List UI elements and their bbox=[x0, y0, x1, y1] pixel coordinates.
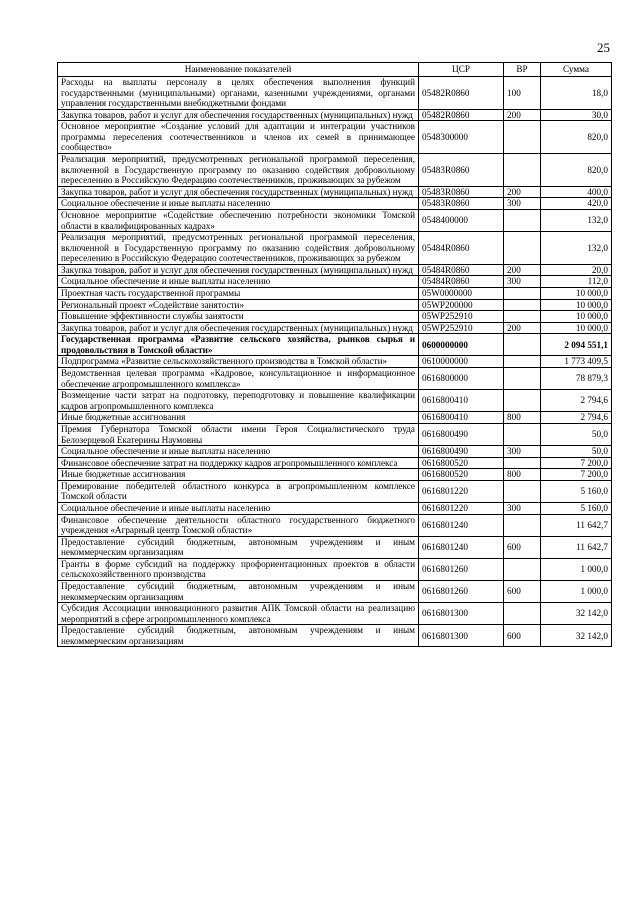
row-sum-cell: 11 642,7 bbox=[541, 536, 612, 558]
row-sum-cell: 50,0 bbox=[541, 423, 612, 445]
row-csr-cell: 05484R0860 bbox=[419, 264, 504, 276]
table-row bbox=[58, 311, 612, 323]
table-row bbox=[58, 502, 612, 514]
row-vr-cell bbox=[504, 232, 541, 265]
row-vr-cell bbox=[504, 287, 541, 299]
table-row bbox=[58, 368, 612, 390]
row-csr-cell: 0616800520 bbox=[419, 457, 504, 469]
row-vr-cell: 200 bbox=[504, 264, 541, 276]
row-name-cell: Реализация мероприятий, предусмотренных региональной программой переселения, включенной в Государственную программу по оказанию содействия добровольному переселению в Российскую Федерацию соотечественников, проживающих за рубежом bbox=[58, 232, 419, 265]
row-csr-cell: 0616801300 bbox=[419, 603, 504, 625]
row-csr-cell: 05WP200000 bbox=[419, 299, 504, 311]
row-name-cell: Повышение эффективности службы занятости bbox=[58, 311, 419, 323]
row-vr-cell bbox=[504, 390, 541, 412]
row-name-cell: Финансовое обеспечение затрат на поддержку кадров агропромышленного комплекса bbox=[58, 457, 419, 469]
row-name-cell: Финансовое обеспечение деятельности областного государственного бюджетного учреждения «Аграрный центр Томской области» bbox=[58, 514, 419, 536]
row-csr-cell: 0616801260 bbox=[419, 558, 504, 580]
row-vr-cell: 100 bbox=[504, 77, 541, 110]
table-row bbox=[58, 121, 612, 154]
table-row bbox=[58, 322, 612, 334]
table-row bbox=[58, 390, 612, 412]
row-vr-cell bbox=[504, 154, 541, 187]
row-csr-cell: 0610000000 bbox=[419, 356, 504, 368]
budget-table bbox=[57, 62, 612, 647]
row-name-cell: Основное мероприятие «Содействие обеспечению потребности экономики Томской области в квалифицированных кадрах» bbox=[58, 209, 419, 231]
table-row bbox=[58, 480, 612, 502]
row-csr-cell: 0616800520 bbox=[419, 469, 504, 481]
row-sum-cell: 1 000,0 bbox=[541, 581, 612, 603]
row-csr-cell: 0616801260 bbox=[419, 581, 504, 603]
row-vr-cell bbox=[504, 209, 541, 231]
row-name-cell: Реализация мероприятий, предусмотренных региональной программой переселения, включенной в Государственную программу по оказанию содействия добровольному переселению в Российскую Федерацию соотечественников, проживающих за рубежом bbox=[58, 154, 419, 187]
row-name-cell: Региональный проект «Содействие занятости» bbox=[58, 299, 419, 311]
row-name-cell: Субсидия Ассоциации инновационного развития АПК Томской области на реализацию мероприятий в сфере агропромышленного комплекса bbox=[58, 603, 419, 625]
row-vr-cell: 200 bbox=[504, 186, 541, 198]
row-name-cell: Социальное обеспечение и иные выплаты населению bbox=[58, 198, 419, 210]
row-name-cell: Расходы на выплаты персоналу в целях обеспечения выполнения функций государственными (муниципальными) органами, казенными учреждениями, органами управления государственными внебюджетными фондами bbox=[58, 77, 419, 110]
row-vr-cell bbox=[504, 514, 541, 536]
row-vr-cell: 200 bbox=[504, 109, 541, 121]
row-name-cell: Подпрограмма «Развитие сельскохозяйственного производства в Томской области» bbox=[58, 356, 419, 368]
row-csr-cell: 0548400000 bbox=[419, 209, 504, 231]
row-csr-cell: 0616800490 bbox=[419, 423, 504, 445]
row-name-cell: Государственная программа «Развитие сельского хозяйства, рынков сырья и продовольствия в Томской области» bbox=[58, 334, 419, 356]
row-vr-cell bbox=[504, 334, 541, 356]
row-sum-cell: 7 200,0 bbox=[541, 457, 612, 469]
row-sum-cell: 30,0 bbox=[541, 109, 612, 121]
table-row bbox=[58, 457, 612, 469]
row-name-cell: Закупка товаров, работ и услуг для обеспечения государственных (муниципальных) нужд bbox=[58, 186, 419, 198]
row-vr-cell bbox=[504, 121, 541, 154]
row-name-cell: Основное мероприятие «Создание условий для адаптации и интеграции участников программы переселения соотечественников и членов их семей в принимающее сообщество» bbox=[58, 121, 419, 154]
row-sum-cell: 1 000,0 bbox=[541, 558, 612, 580]
row-name-cell: Закупка товаров, работ и услуг для обеспечения государственных (муниципальных) нужд bbox=[58, 264, 419, 276]
row-name-cell: Премия Губернатора Томской области имени Героя Социалистического труда Белозерцевой Екатерины Наумовны bbox=[58, 423, 419, 445]
row-sum-cell: 11 642,7 bbox=[541, 514, 612, 536]
table-header-row bbox=[58, 63, 612, 77]
row-name-cell: Иные бюджетные ассигнования bbox=[58, 469, 419, 481]
row-sum-cell: 7 200,0 bbox=[541, 469, 612, 481]
row-csr-cell: 05483R0860 bbox=[419, 198, 504, 210]
row-csr-cell: 05482R0860 bbox=[419, 109, 504, 121]
row-sum-cell: 10 000,0 bbox=[541, 311, 612, 323]
row-csr-cell: 0616801220 bbox=[419, 502, 504, 514]
row-sum-cell: 10 000,0 bbox=[541, 287, 612, 299]
row-sum-cell: 5 160,0 bbox=[541, 502, 612, 514]
row-vr-cell bbox=[504, 311, 541, 323]
table-row bbox=[58, 446, 612, 458]
table-body bbox=[58, 77, 612, 647]
table-row bbox=[58, 469, 612, 481]
page-number: 25 bbox=[597, 40, 610, 55]
table-row bbox=[58, 625, 612, 647]
row-vr-cell bbox=[504, 603, 541, 625]
table-row bbox=[58, 198, 612, 210]
table-row bbox=[58, 287, 612, 299]
table-row bbox=[58, 232, 612, 265]
row-sum-cell: 132,0 bbox=[541, 232, 612, 265]
row-vr-cell: 600 bbox=[504, 625, 541, 647]
row-name-cell: Социальное обеспечение и иные выплаты населению bbox=[58, 446, 419, 458]
row-csr-cell: 0616801300 bbox=[419, 625, 504, 647]
row-csr-cell: 0616800410 bbox=[419, 412, 504, 424]
row-vr-cell bbox=[504, 356, 541, 368]
row-vr-cell: 300 bbox=[504, 198, 541, 210]
row-csr-cell: 05484R0860 bbox=[419, 276, 504, 288]
row-sum-cell: 420,0 bbox=[541, 198, 612, 210]
row-name-cell: Возмещение части затрат на подготовку, переподготовку и повышение квалификации кадров агропромышленного комплекса bbox=[58, 390, 419, 412]
row-csr-cell: 0616801220 bbox=[419, 480, 504, 502]
row-sum-cell: 820,0 bbox=[541, 121, 612, 154]
row-sum-cell: 2 794,6 bbox=[541, 412, 612, 424]
row-vr-cell bbox=[504, 423, 541, 445]
row-vr-cell bbox=[504, 558, 541, 580]
row-name-cell: Иные бюджетные ассигнования bbox=[58, 412, 419, 424]
row-vr-cell bbox=[504, 480, 541, 502]
table-row bbox=[58, 299, 612, 311]
row-csr-cell: 05482R0860 bbox=[419, 77, 504, 110]
table-row bbox=[58, 423, 612, 445]
row-sum-cell: 32 142,0 bbox=[541, 625, 612, 647]
row-vr-cell: 600 bbox=[504, 581, 541, 603]
row-name-cell: Предоставление субсидий бюджетным, автономным учреждениям и иным некоммерческим организациям bbox=[58, 625, 419, 647]
table-row bbox=[58, 209, 612, 231]
row-csr-cell: 0616800410 bbox=[419, 390, 504, 412]
table-row bbox=[58, 536, 612, 558]
row-name-cell: Социальное обеспечение и иные выплаты населению bbox=[58, 502, 419, 514]
row-sum-cell: 112,0 bbox=[541, 276, 612, 288]
row-csr-cell: 0548300000 bbox=[419, 121, 504, 154]
row-vr-cell: 300 bbox=[504, 502, 541, 514]
row-vr-cell: 300 bbox=[504, 446, 541, 458]
row-sum-cell: 5 160,0 bbox=[541, 480, 612, 502]
row-csr-cell: 0616801240 bbox=[419, 536, 504, 558]
row-sum-cell: 18,0 bbox=[541, 77, 612, 110]
table-row bbox=[58, 356, 612, 368]
row-csr-cell: 0616800490 bbox=[419, 446, 504, 458]
row-vr-cell: 200 bbox=[504, 322, 541, 334]
table-row bbox=[58, 581, 612, 603]
header-sum: Сумма bbox=[541, 63, 612, 77]
table-row bbox=[58, 558, 612, 580]
row-name-cell: Социальное обеспечение и иные выплаты населению bbox=[58, 276, 419, 288]
row-vr-cell bbox=[504, 368, 541, 390]
table-row bbox=[58, 186, 612, 198]
row-sum-cell: 1 773 409,5 bbox=[541, 356, 612, 368]
table-row bbox=[58, 264, 612, 276]
row-csr-cell: 05W0000000 bbox=[419, 287, 504, 299]
row-name-cell: Гранты в форме субсидий на поддержку профориентационных проектов в области сельскохозяйственного производства bbox=[58, 558, 419, 580]
row-name-cell: Предоставление субсидий бюджетным, автономным учреждениям и иным некоммерческим организациям bbox=[58, 581, 419, 603]
row-vr-cell: 600 bbox=[504, 536, 541, 558]
row-vr-cell bbox=[504, 299, 541, 311]
row-vr-cell: 800 bbox=[504, 412, 541, 424]
table-row bbox=[58, 514, 612, 536]
table-row bbox=[58, 154, 612, 187]
row-vr-cell bbox=[504, 457, 541, 469]
row-csr-cell: 05483R0860 bbox=[419, 186, 504, 198]
row-sum-cell: 20,0 bbox=[541, 264, 612, 276]
row-sum-cell: 2 794,6 bbox=[541, 390, 612, 412]
row-name-cell: Закупка товаров, работ и услуг для обеспечения государственных (муниципальных) нужд bbox=[58, 109, 419, 121]
table-row bbox=[58, 276, 612, 288]
row-csr-cell: 0616800000 bbox=[419, 368, 504, 390]
row-csr-cell: 05WP252910 bbox=[419, 311, 504, 323]
row-sum-cell: 50,0 bbox=[541, 446, 612, 458]
row-name-cell: Ведомственная целевая программа «Кадровое, консультационное и информационное обеспечение агропромышленного комплекса» bbox=[58, 368, 419, 390]
row-name-cell: Премирование победителей областного конкурса в агропромышленном комплексе Томской области bbox=[58, 480, 419, 502]
row-sum-cell: 78 879,3 bbox=[541, 368, 612, 390]
header-vr: ВР bbox=[504, 63, 541, 77]
row-sum-cell: 10 000,0 bbox=[541, 322, 612, 334]
table-row bbox=[58, 412, 612, 424]
row-sum-cell: 32 142,0 bbox=[541, 603, 612, 625]
row-sum-cell: 132,0 bbox=[541, 209, 612, 231]
row-csr-cell: 0616801240 bbox=[419, 514, 504, 536]
row-csr-cell: 05483R0860 bbox=[419, 154, 504, 187]
row-name-cell: Закупка товаров, работ и услуг для обеспечения государственных (муниципальных) нужд bbox=[58, 322, 419, 334]
row-vr-cell: 300 bbox=[504, 276, 541, 288]
table-row bbox=[58, 334, 612, 356]
table-row bbox=[58, 603, 612, 625]
row-csr-cell: 05WP252910 bbox=[419, 322, 504, 334]
table-row bbox=[58, 109, 612, 121]
row-name-cell: Проектная часть государственной программы bbox=[58, 287, 419, 299]
header-csr: ЦСР bbox=[419, 63, 504, 77]
row-sum-cell: 2 094 551,1 bbox=[541, 334, 612, 356]
row-csr-cell: 05484R0860 bbox=[419, 232, 504, 265]
header-name: Наименование показателей bbox=[58, 63, 419, 77]
table-row bbox=[58, 77, 612, 110]
row-sum-cell: 400,0 bbox=[541, 186, 612, 198]
row-sum-cell: 10 000,0 bbox=[541, 299, 612, 311]
row-sum-cell: 820,0 bbox=[541, 154, 612, 187]
row-vr-cell: 800 bbox=[504, 469, 541, 481]
row-name-cell: Предоставление субсидий бюджетным, автономным учреждениям и иным некоммерческим организациям bbox=[58, 536, 419, 558]
row-csr-cell: 0600000000 bbox=[419, 334, 504, 356]
